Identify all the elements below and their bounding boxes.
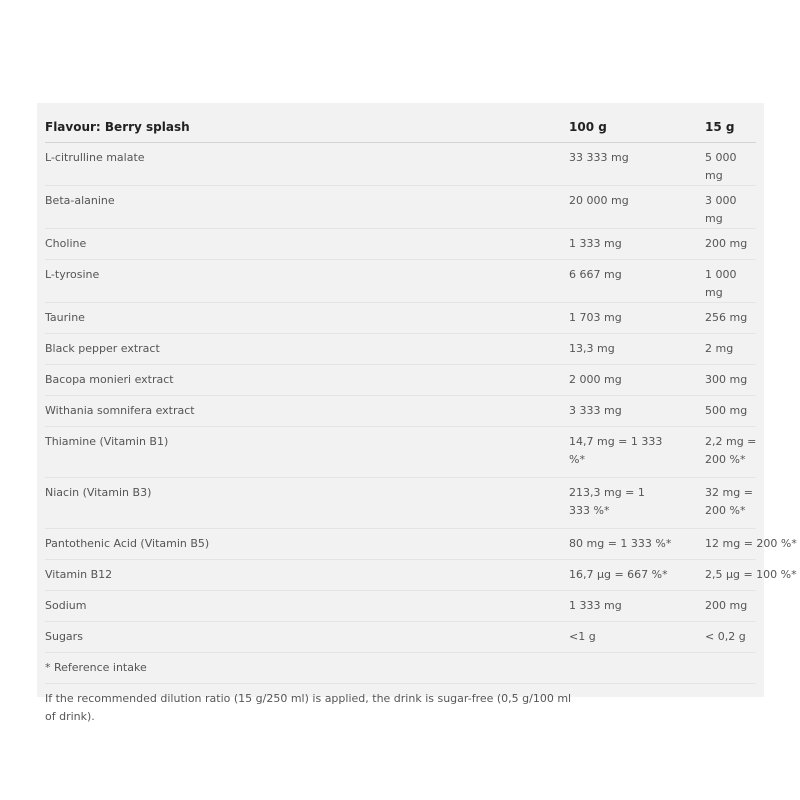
value-100g-text: 14,7 mg = 1 333 %* (569, 434, 663, 466)
ingredient-name: Withania somnifera extract (45, 395, 569, 426)
value-100g: 6 667 mg (569, 259, 705, 302)
value-15g-text: 32 mg = 200 %* (705, 485, 753, 517)
ingredient-name: Bacopa monieri extract (45, 364, 569, 395)
table-row (45, 185, 756, 228)
value-15g-text: 2,2 mg = 200 %* (705, 434, 757, 466)
column-header-15g: 15 g (705, 111, 756, 142)
footnote (45, 683, 756, 726)
ingredient-name: Beta-alanine (45, 185, 569, 228)
value-100g: 1 333 mg (569, 228, 705, 259)
ingredient-name: Sugars (45, 621, 569, 652)
value-100g: 3 333 mg (569, 395, 705, 426)
nutrition-table (45, 111, 797, 726)
table-header-row (45, 111, 756, 142)
table-row (45, 142, 756, 185)
footnote-text: If the recommended dilution ratio (15 g/250 ml) is applied, the drink is sugar-free (0,5 g/100 ml of drink). (45, 691, 572, 723)
value-15g: 2,5 µg = 100 %* (705, 559, 756, 590)
value-100g (569, 426, 705, 477)
column-header-100g: 100 g (569, 111, 705, 142)
ingredient-name: Sodium (45, 590, 569, 621)
table-row (45, 228, 756, 259)
value-15g (705, 426, 756, 477)
table-row (45, 302, 756, 333)
value-15g: 2 mg (705, 333, 756, 364)
value-15g: < 0,2 g (705, 621, 756, 652)
value-15g: 256 mg (705, 302, 756, 333)
value-15g: 12 mg = 200 %* (705, 528, 756, 559)
table-row (45, 364, 756, 395)
value-15g: 1 000 mg (705, 259, 756, 302)
value-100g: 2 000 mg (569, 364, 705, 395)
table-row (45, 528, 756, 559)
value-15g: 5 000 mg (705, 142, 756, 185)
table-row (45, 477, 756, 528)
value-100g: 33 333 mg (569, 142, 705, 185)
reference-note-row (45, 652, 756, 683)
value-100g: 16,7 µg = 667 %* (569, 559, 705, 590)
value-15g: 3 000 mg (705, 185, 756, 228)
value-100g (569, 477, 705, 528)
value-15g: 200 mg (705, 590, 756, 621)
value-100g: 1 333 mg (569, 590, 705, 621)
value-15g: 200 mg (705, 228, 756, 259)
value-15g: 300 mg (705, 364, 756, 395)
ingredient-name: Black pepper extract (45, 333, 569, 364)
value-100g: 20 000 mg (569, 185, 705, 228)
table-row (45, 395, 756, 426)
table-row (45, 621, 756, 652)
ingredient-name: Choline (45, 228, 569, 259)
table-row (45, 333, 756, 364)
ingredient-name: Thiamine (Vitamin B1) (45, 426, 569, 477)
table-row (45, 559, 756, 590)
nutrition-panel (37, 103, 797, 723)
footnote-row (45, 683, 756, 726)
table-row (45, 259, 756, 302)
ingredient-name: L-citrulline malate (45, 142, 569, 185)
value-100g-text: 213,3 mg = 1 333 %* (569, 485, 645, 517)
ingredient-name: Vitamin B12 (45, 559, 569, 590)
value-100g: 1 703 mg (569, 302, 705, 333)
value-100g: 80 mg = 1 333 %* (569, 528, 705, 559)
ingredient-name: L-tyrosine (45, 259, 569, 302)
table-row (45, 590, 756, 621)
ingredient-name: Niacin (Vitamin B3) (45, 477, 569, 528)
value-15g (705, 477, 756, 528)
table-row (45, 426, 756, 477)
value-100g: <1 g (569, 621, 705, 652)
reference-note: * Reference intake (45, 652, 756, 683)
ingredient-name: Pantothenic Acid (Vitamin B5) (45, 528, 569, 559)
value-100g: 13,3 mg (569, 333, 705, 364)
value-15g: 500 mg (705, 395, 756, 426)
flavour-header: Flavour: Berry splash (45, 111, 569, 142)
ingredient-name: Taurine (45, 302, 569, 333)
